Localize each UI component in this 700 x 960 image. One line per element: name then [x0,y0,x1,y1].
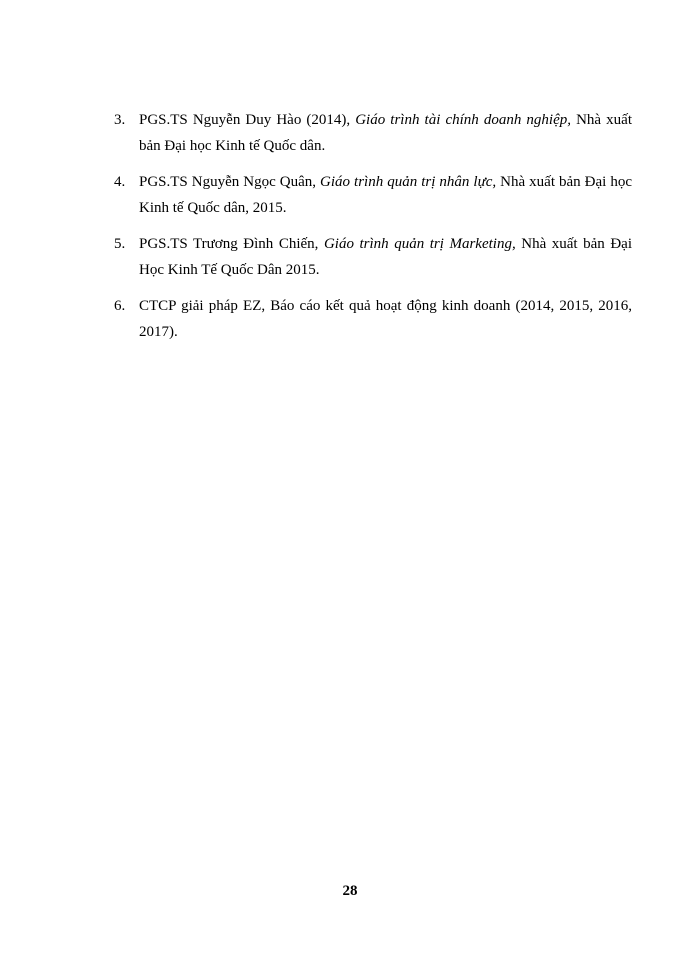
page-number: 28 [342,883,358,899]
reference-title: Giáo trình quản trị Marketing, [323,236,516,252]
reference-author: PGS.TS Trương Đình Chiến, [139,236,324,252]
reference-item-5 [0,231,700,283]
reference-number: 3. [114,112,126,128]
reference-item-4 [0,169,700,221]
reference-number: 5. [114,236,126,252]
reference-number: 6. [114,298,126,314]
reference-author: PGS.TS Nguyễn Duy Hào (2014), [139,112,356,128]
reference-number: 4. [114,174,126,190]
reference-item-6 [0,293,700,345]
reference-publisher: Nhà xuất bản Đại học Kinh tế Quốc dân. [139,112,632,154]
reference-publisher: Nhà xuất bản Đại Học Kinh Tế Quốc Dân 2015. [139,236,633,278]
reference-text [139,231,632,283]
reference-author: CTCP giải pháp EZ, Báo cáo kết quả hoạt động kinh doanh (2014, 2015, 2016, 2017). [139,298,632,340]
reference-author: PGS.TS Nguyễn Ngọc Quân, [139,174,321,190]
reference-text [139,169,632,221]
reference-text [139,107,632,159]
reference-title: Giáo trình tài chính doanh nghiệp, [355,112,572,128]
reference-title: Giáo trình quản trị nhân lực, [320,174,497,190]
reference-list [0,107,700,355]
reference-text [139,293,632,345]
reference-publisher: Nhà xuất bản Đại học Kinh tế Quốc dân, 2015. [139,174,632,216]
reference-item-3 [0,107,700,159]
